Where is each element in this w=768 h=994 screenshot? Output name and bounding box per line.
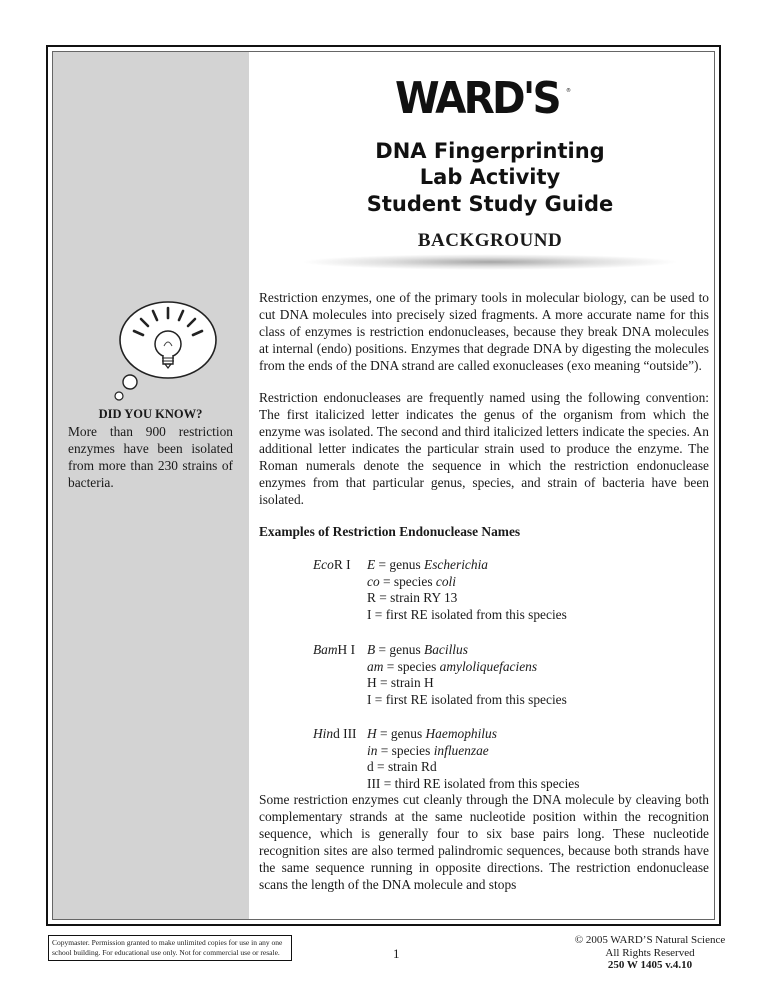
- example-line: B = genus Bacillus: [367, 642, 468, 657]
- example-line: I = first RE isolated from this species: [367, 691, 567, 707]
- example-line: am = species amyloliquefaciens: [367, 658, 538, 674]
- did-you-know-box: [68, 406, 233, 491]
- lightbulb-thought-icon: [104, 298, 224, 404]
- example-hind3: [313, 726, 579, 792]
- example-bamh1: [313, 642, 567, 708]
- example-line: in = species influenzae: [367, 742, 489, 758]
- example-line: E = genus Escherichia: [367, 557, 488, 572]
- copymaster-notice: Copymaster. Permission granted to make unlimited copies for use in any one school building. For educational use only. Not for commercial use or resale.: [48, 935, 292, 961]
- title-line-2: Lab Activity: [419, 165, 561, 189]
- document-code: 250 W 1405 v.4.10: [607, 959, 693, 971]
- paragraph-naming-convention: Restriction endonucleases are frequently named using the following convention: The first italicized letter indicates the genus of the organism from which the enzyme was isolated. The second and third italicized letters indicate the species. An additional letter indicates the particular strain used to produce the enzyme. The Roman numerals denote the sequence in which the restriction endonuclease enzymes from that particular genus, species, and strain of bacteria have been isolated.: [259, 390, 709, 507]
- did-you-know-body: More than 900 restriction enzymes have been isolated from more than 230 strains of bacteria.: [68, 424, 233, 490]
- rights-line: All Rights Reserved: [605, 946, 695, 959]
- example-line: d = strain Rd: [367, 759, 437, 774]
- example-line: R = strain RY 13: [367, 590, 458, 605]
- page-number: 1: [393, 946, 400, 961]
- paragraph-cleaving: Some restriction enzymes cut cleanly through the DNA molecule by cleaving both complementary strands at the same nucleotide position within the recognition sequence, which is generally four to six base pairs long. These nucleotide recognition sites are also termed palindromic sequences, because both strands have the same sequence running in opposite directions. The restriction endonuclease scans the length of the DNA molecule and stops: [259, 792, 709, 892]
- wards-logo: WARD'S: [395, 73, 559, 124]
- copyright-block: [560, 934, 740, 972]
- enzyme-name: Hind III: [313, 726, 357, 741]
- title-line-1: DNA Fingerprinting: [375, 139, 605, 163]
- paragraph-intro: Restriction enzymes, one of the primary tools in molecular biology, can be used to cut DNA molecules into precisely sized fragments. A more accurate name for this class of enzymes is restriction endonucleases, because they break DNA molecules at internal (endo) positions. Enzymes that degrade DNA by digesting the molecules from the ends of the DNA strand are called exonucleases (exo meaning “outside”).: [259, 290, 709, 373]
- trademark-mark: ®: [566, 88, 571, 94]
- title-line-3: Student Study Guide: [366, 192, 614, 216]
- example-ecor1: [313, 557, 567, 623]
- section-heading: BACKGROUND: [417, 230, 563, 251]
- enzyme-name: BamH I: [313, 642, 356, 657]
- example-line: I = first RE isolated from this species: [367, 606, 567, 622]
- examples-heading: Examples of Restriction Endonuclease Names: [259, 524, 521, 539]
- example-line: H = strain H: [367, 675, 434, 690]
- heading-shadow-divider: [300, 254, 680, 270]
- example-line: III = third RE isolated from this species: [367, 775, 580, 791]
- enzyme-name: EcoR I: [313, 557, 351, 572]
- example-line: H = genus Haemophilus: [367, 726, 497, 741]
- copyright-line: © 2005 WARD’S Natural Science: [574, 934, 726, 946]
- example-line: co = species coli: [367, 573, 456, 589]
- did-you-know-title: DID YOU KNOW?: [98, 407, 203, 421]
